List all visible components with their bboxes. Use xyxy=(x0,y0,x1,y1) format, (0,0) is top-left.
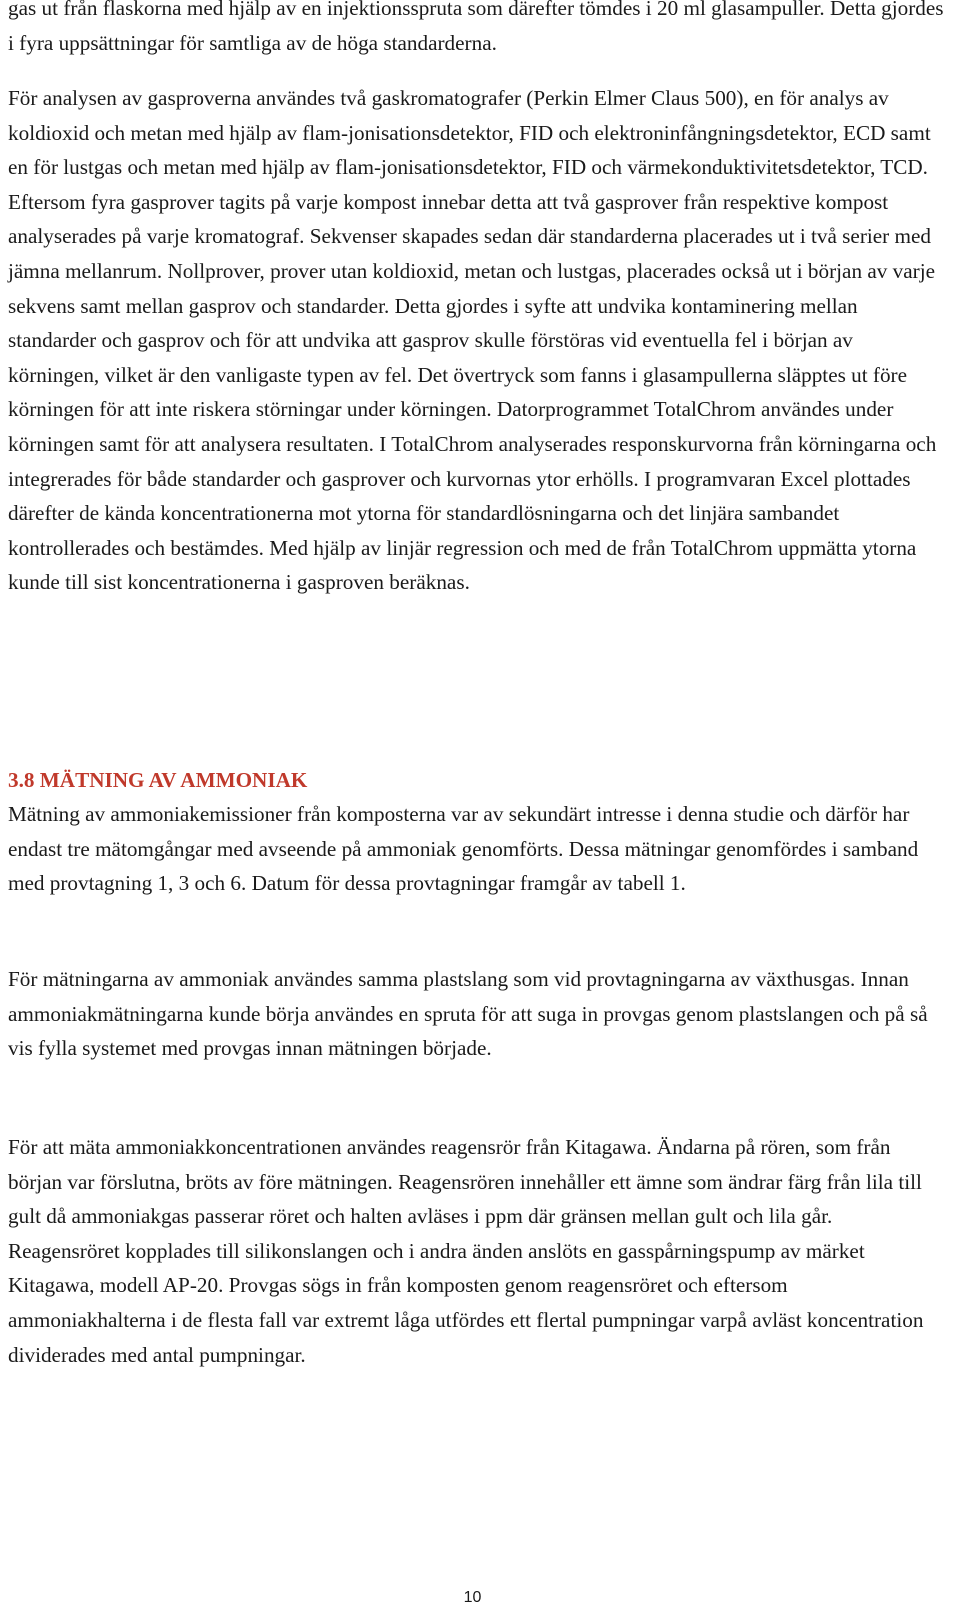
section-heading: 3.8 MÄTNING AV AMMONIAK xyxy=(8,768,308,792)
paragraph: För analysen av gasproverna användes två gaskromatografer (Perkin Elmer Claus 500), en för analys av koldioxid och metan med hjälp av flam-jonisationsdetektor, FID och elektroninfångningsdetektor, ECD samt en för lustgas och metan med hjälp av flam-jonisationsdetektor, FID och värmekonduktivitetsdetektor, TCD. Eftersom fyra gasprover tagits på varje kompost innebar detta att två gasprover från respektive kompost analyserades på varje kromatograf. Sekvenser skapades sedan där standarderna placerades ut i två serier med jämna mellanrum. Nollprover, prover utan koldioxid, metan och lustgas, placerades också ut i början av varje sekvens samt mellan gasprov och standarder. Detta gjordes i syfte att undvika kontaminering mellan standarder och gasprov och för att undvika att gasprov skulle förstöras vid eventuella fel i början av körningen, vilket är den vanligaste typen av fel. Det övertryck som fanns i glasampullerna släpptes ut före körningen för att inte riskera störningar under körningen. Datorprogrammet TotalChrom användes under körningen samt för att analysera resultaten. I TotalChrom analyserades responskurvorna från körningarna och integrerades för både standarder och gasprover och kurvornas ytor erhölls. I programvaran Excel plottades därefter de kända koncentrationerna mot ytorna för standardlösningarna och det linjära sambandet kontrollerades och bestämdes. Med hjälp av linjär regression och med de från TotalChrom uppmätta ytorna kunde till sist koncentrationerna i gasproven beräknas. xyxy=(8,86,937,595)
page-number: 10 xyxy=(463,1589,482,1606)
paragraph: För att mäta ammoniakkoncentrationen användes reagensrör från Kitagawa. Ändarna på rören, som från början var förslutna, bröts av före mätningen. Reagensrören innehåller ett ämne som ändrar färg från lila till gult då ammoniakgas passerar röret och halten avläses i ppm där gränsen mellan gult och lila går. Reagensröret kopplades till silikonslangen och i andra änden anslöts en gasspårningspump av märket Kitagawa, modell AP-20. Provgas sögs in från komposten genom reagensröret och eftersom ammoniakhalterna i de flesta fall var extremt låga utfördes ett flertal pumpningar varpå avläst koncentration dividerades med antal pumpningar. xyxy=(8,1135,924,1367)
paragraph: gas ut från flaskorna med hjälp av en injektionsspruta som därefter tömdes i 20 ml glasampuller. Detta gjordes i fyra uppsättningar för samtliga av de höga standarderna. xyxy=(8,0,944,55)
paragraph: Mätning av ammoniakemissioner från komposterna var av sekundärt intresse i denna studie och därför har endast tre mätomgångar med avseende på ammoniak genomförts. Dessa mätningar genomfördes i samband med provtagning 1, 3 och 6. Datum för dessa provtagningar framgår av tabell 1. xyxy=(8,802,919,896)
paragraph: För mätningarna av ammoniak användes samma plastslang som vid provtagningarna av växthusgas. Innan ammoniakmätningarna kunde börja användes en spruta för att suga in provgas genom plastslangen och på så vis fylla systemet med provgas innan mätningen började. xyxy=(8,967,928,1061)
